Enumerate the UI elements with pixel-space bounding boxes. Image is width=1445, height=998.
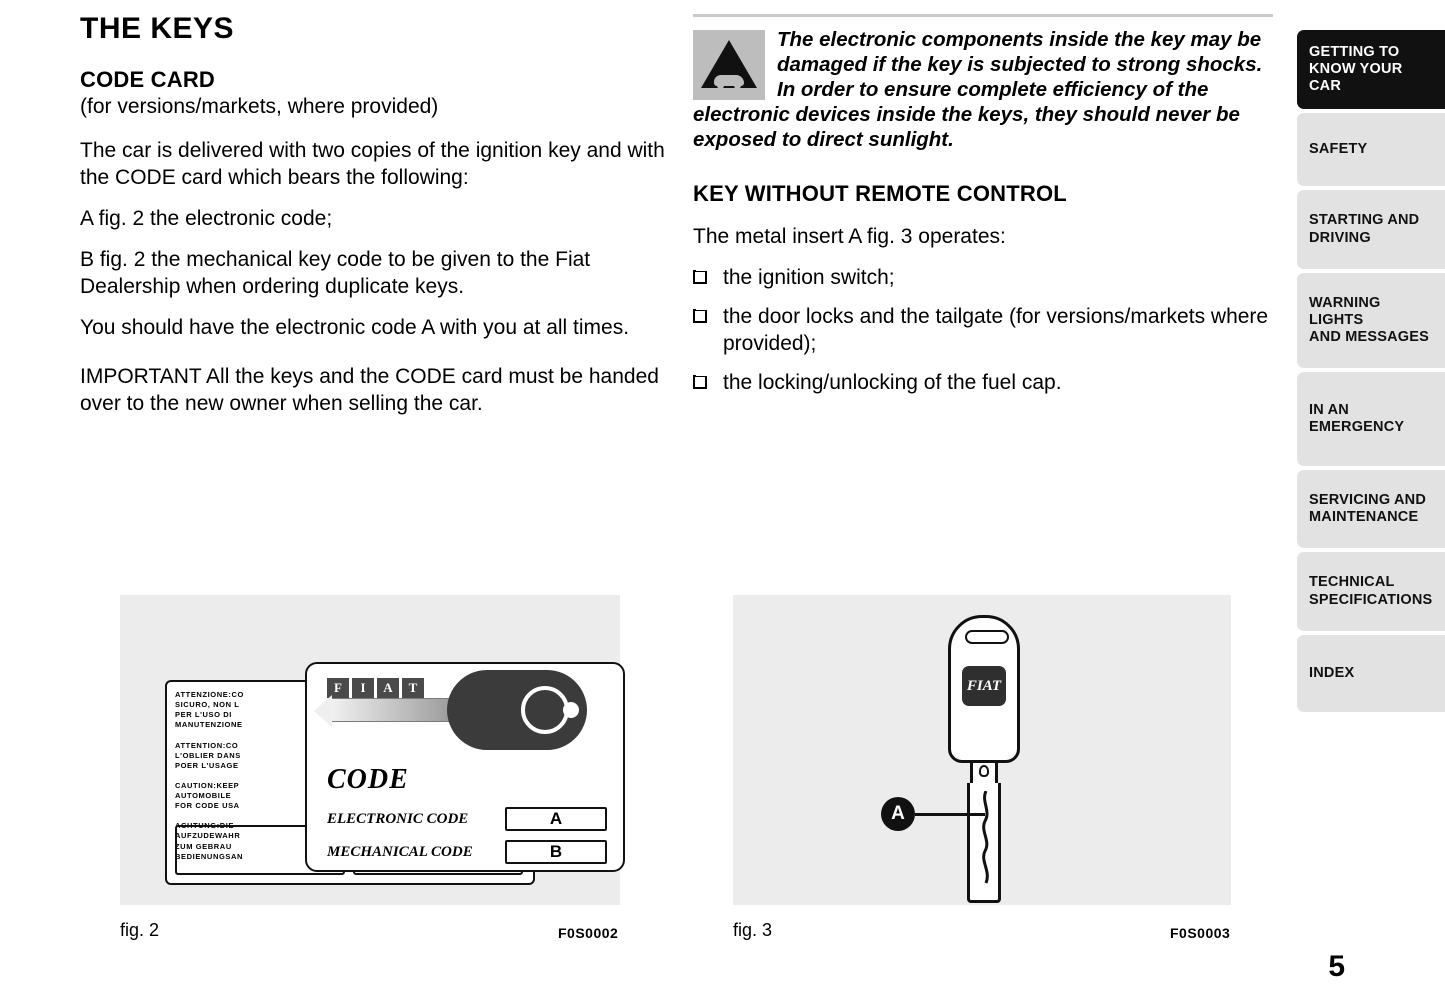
code-card-fine-print: ATTENZIONE:CO SICURO, NON L PER L'USO DI MANUTENZIONE ATTENTION:CO L'OBLIER DANS POER L'USAGE CAUTION:KEEP AUTOMOBILE FOR CODE USA ACHTUNG:DIE AUFZUDEWAHR ZUM GEBRAU BEDIENUNGSAN (175, 690, 244, 861)
callout-a (881, 797, 985, 831)
mechanical-code-value: B (505, 840, 607, 864)
tab-starting-and-driving[interactable]: STARTING AND DRIVING (1297, 190, 1445, 268)
code-card-outer (165, 680, 563, 885)
electronic-code-row: ELECTRONIC CODE A (327, 806, 607, 832)
tab-getting-to-know-your-car[interactable]: GETTING TO KNOW YOUR CAR (1297, 30, 1445, 109)
fiat-logo: F I A T (327, 678, 424, 698)
paragraph-metal-insert: The metal insert A fig. 3 operates: (693, 225, 1006, 249)
operations-list (693, 265, 1273, 397)
key-neck (970, 763, 998, 783)
warning-text: The electronic components inside the key may be damaged if the key is subjected to strong shocks. In order to ensure complete efficiency of the electronic devices inside the keys, they should never be exposed to direct sunlight. (693, 28, 1263, 151)
code-card-front (305, 662, 625, 872)
key-head-illustration (447, 670, 587, 750)
mechanical-code-row: MECHANICAL CODE B (327, 839, 607, 865)
paragraph-keep-code: You should have the electronic code A with you at all times. (80, 315, 630, 339)
page-number: 5 (1328, 950, 1345, 983)
warning-triangle-car-icon (693, 30, 765, 100)
warning-divider (693, 14, 1273, 17)
key-blade-illustration (329, 698, 455, 722)
list-item: the locking/unlocking of the fuel cap. (693, 370, 1273, 397)
tab-safety[interactable]: SAFETY (1297, 113, 1445, 186)
chapter-tab-rail (1297, 30, 1445, 716)
tab-warning-lights-and-messages[interactable]: WARNING LIGHTS AND MESSAGES (1297, 273, 1445, 368)
figure-2-code: F0S0002 (558, 925, 619, 941)
figure-key (733, 595, 1231, 905)
list-item: the ignition switch; (693, 265, 1273, 292)
key-top-slot (965, 630, 1009, 644)
callout-a-leader-line (915, 813, 985, 816)
right-column (693, 14, 1273, 409)
square-bullet-icon (693, 375, 707, 389)
page-title: THE KEYS (80, 12, 235, 45)
section-heading-code-card: CODE CARD (80, 67, 216, 92)
paragraph-code-a: A fig. 2 the electronic code; (80, 207, 333, 231)
tab-technical-specifications[interactable]: TECHNICAL SPECIFICATIONS (1297, 552, 1445, 630)
key-illustration (948, 615, 1020, 903)
callout-a-label: A (881, 797, 915, 831)
paragraph-code-b: B fig. 2 the mechanical key code to be given to the Fiat Dealership when ordering duplicate keys. (80, 248, 591, 298)
square-bullet-icon (693, 309, 707, 323)
fiat-emblem-icon: FIAT (962, 666, 1006, 706)
code-word-label: CODE (327, 764, 409, 795)
tab-in-an-emergency[interactable]: IN AN EMERGENCY (1297, 372, 1445, 466)
list-item: the door locks and the tailgate (for versions/markets where provided); (693, 304, 1273, 358)
figure-3-code: F0S0003 (1170, 925, 1231, 941)
paragraph-important: IMPORTANT All the keys and the CODE card must be handed over to the new owner when selling the car. (80, 364, 659, 415)
tab-index[interactable]: INDEX (1297, 635, 1445, 712)
section-note: (for versions/markets, where provided) (80, 95, 439, 119)
warning-block (693, 27, 1273, 152)
tab-servicing-and-maintenance[interactable]: SERVICING AND MAINTENANCE (1297, 470, 1445, 548)
figure-3-caption: fig. 3 (733, 920, 773, 940)
square-bullet-icon (693, 270, 707, 284)
electronic-code-value: A (505, 807, 607, 831)
figure-code-card (120, 595, 620, 905)
paragraph-delivery: The car is delivered with two copies of the ignition key and with the CODE card which bears the following: (80, 139, 665, 190)
section-heading-key-without-remote: KEY WITHOUT REMOTE CONTROL (693, 181, 1067, 206)
figure-2-caption: fig. 2 (120, 920, 160, 940)
key-body (948, 615, 1020, 763)
left-column (80, 14, 680, 431)
